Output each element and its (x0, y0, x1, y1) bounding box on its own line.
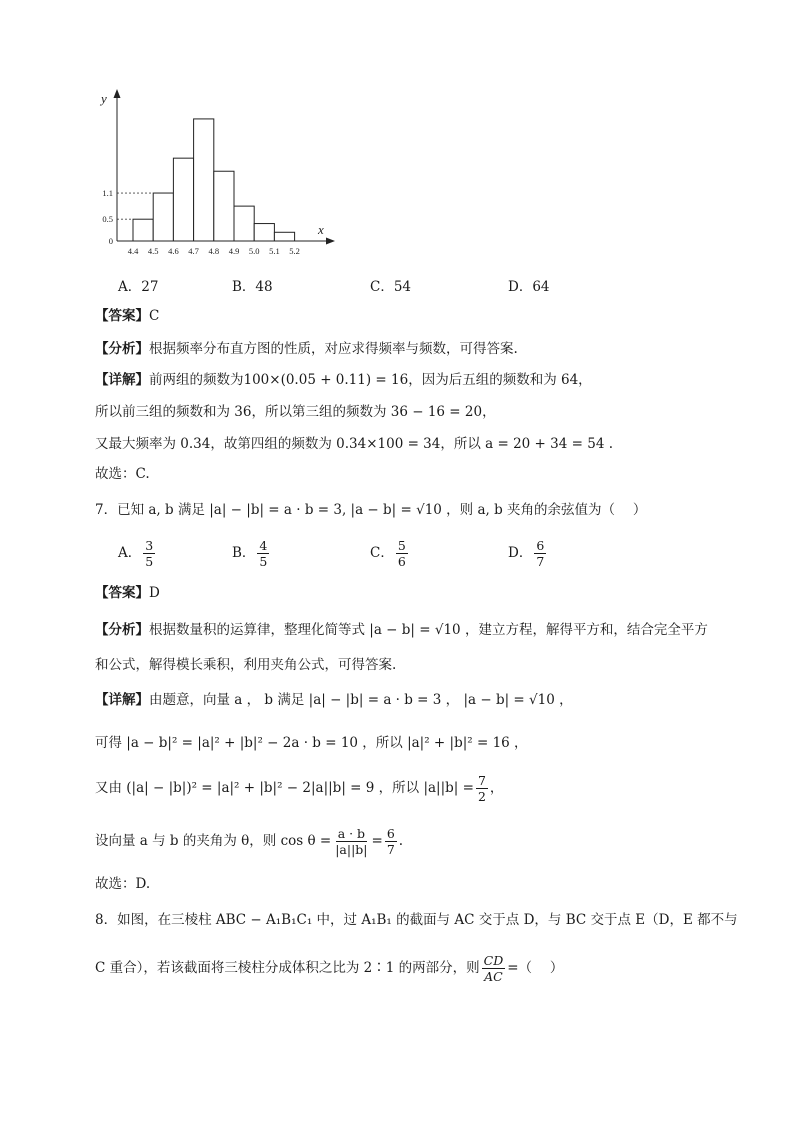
stem-text: =（ ） (507, 960, 564, 976)
analysis-text: 根据频率分布直方图的性质，对应求得频率与频数，可得答案. (149, 341, 518, 357)
y-tick-label: 1.1 (102, 188, 113, 199)
detail-tag: 【详解】 (95, 372, 149, 388)
detail-text: 前两组的频数为100×(0.05 + 0.11) = 16，因为后五组的频数和为 64， (149, 372, 592, 388)
q7-answer-line (95, 583, 160, 603)
histogram-bar (234, 206, 254, 241)
histogram-bar (173, 158, 193, 241)
q6-conclusion: 故选：C. (95, 466, 150, 482)
option-label: A． (118, 545, 142, 561)
histogram-bar (274, 232, 294, 241)
denominator: AC (484, 969, 503, 984)
option-fraction (143, 538, 155, 569)
q6-answer-line (95, 306, 159, 326)
fraction (333, 826, 369, 857)
equals-sign: = (371, 833, 383, 849)
option-fraction (257, 538, 269, 569)
answer-tag: 【答案】 (95, 585, 149, 601)
fraction (482, 953, 506, 984)
detail-text: 又由 (|a| − |b|)² = |a|² + |b|² − 2|a||b| = 9 ，所以 |a||b| = (95, 780, 474, 796)
answer-value: C (149, 308, 160, 324)
answer-value: D (149, 585, 160, 601)
q6-option-c: C．54 (370, 279, 412, 295)
y-axis-arrow (114, 89, 121, 98)
q7-option-a (118, 538, 157, 569)
numerator: 4 (259, 538, 268, 553)
numerator: 3 (145, 538, 154, 553)
histogram-chart (95, 85, 345, 260)
detail-text: 由题意，向量 a ， b 满足 |a| − |b| = a · b = 3 ， |a − b| = √10 ， (149, 692, 573, 708)
detail-text: . (398, 833, 404, 849)
y-tick-label: 0 (108, 236, 113, 246)
histogram-bar (194, 119, 214, 241)
histogram-bar (254, 224, 274, 241)
q6-option-a: A．27 (118, 279, 159, 295)
q6-analysis-line (95, 339, 518, 359)
x-tick-label: 5.2 (289, 246, 300, 256)
denominator: 6 (397, 554, 406, 569)
q7-analysis-line-1 (95, 620, 708, 640)
option-label: D． (508, 545, 533, 561)
y-axis-label: y (101, 91, 107, 106)
x-tick-label: 4.9 (228, 246, 240, 256)
q6-option-d: D．64 (508, 279, 550, 295)
q7-detail-line-3 (95, 773, 503, 804)
denominator: 5 (145, 554, 154, 569)
numerator: 7 (477, 773, 486, 788)
histogram-bar (214, 171, 234, 241)
x-tick-label: 4.7 (188, 246, 199, 256)
x-tick-label: 4.6 (168, 246, 179, 256)
option-label: B． (232, 545, 256, 561)
x-axis-label: x (318, 222, 324, 237)
q6-detail-line-2: 所以前三组的频数和为 36，所以第三组的频数为 36 − 16 = 20， (95, 404, 496, 420)
numerator: a · b (337, 826, 366, 841)
x-axis-arrow (326, 238, 335, 245)
q7-stem: 7．已知 a, b 满足 |a| − |b| = a · b = 3, |a − b| = √10 ，则 a, b 夹角的余弦值为（ ） (95, 502, 647, 518)
q7-detail-line-2: 可得 |a − b|² = |a|² + |b|² − 2a · b = 10 ，所以 |a|² + |b|² = 16 ， (95, 735, 528, 751)
numerator: 5 (397, 538, 406, 553)
analysis-text: 根据数量积的运算律，整理化简等式 |a − b| = √10 ，建立方程，解得平方和，结合完全平方 (149, 622, 708, 638)
q7-option-d (508, 538, 548, 569)
x-tick-label: 5.0 (248, 246, 260, 256)
x-tick-label: 5.1 (269, 246, 280, 256)
q6-detail-line-3: 又最大频率为 0.34，故第四组的频数为 0.34×100 = 34，所以 a = 20 + 34 = 54 . (95, 436, 613, 452)
option-fraction (396, 538, 408, 569)
denominator: |a||b| (335, 842, 368, 857)
q7-conclusion: 故选：D. (95, 876, 151, 892)
q8-stem-line-2 (95, 953, 563, 984)
denominator: 7 (536, 554, 545, 569)
analysis-tag: 【分析】 (95, 341, 149, 357)
detail-tag: 【详解】 (95, 692, 149, 708)
y-tick-label: 0.5 (102, 214, 113, 225)
numerator: 6 (386, 826, 395, 841)
x-tick-label: 4.4 (127, 246, 139, 256)
q7-detail-line-1 (95, 690, 573, 710)
q7-option-c (370, 538, 410, 569)
q7-detail-line-4 (95, 826, 403, 857)
q6-detail-line-1 (95, 370, 592, 390)
denominator: 5 (259, 554, 268, 569)
numerator: 6 (536, 538, 545, 553)
fraction (476, 773, 488, 804)
q7-option-b (232, 538, 271, 569)
analysis-tag: 【分析】 (95, 622, 149, 638)
histogram-bar (153, 193, 173, 241)
q8-stem-line-1: 8．如图，在三棱柱 ABC − A₁B₁C₁ 中，过 A₁B₁ 的截面与 AC 交于点 D，与 BC 交于点 E（D，E 都不与 (95, 912, 738, 928)
numerator: CD (483, 953, 504, 968)
stem-text: C 重合），若该截面将三棱柱分成体积之比为 2∶1 的两部分，则 (95, 960, 480, 976)
q6-option-b: B．48 (232, 279, 273, 295)
answer-tag: 【答案】 (95, 308, 149, 324)
x-tick-label: 4.5 (147, 246, 159, 256)
fraction (385, 826, 397, 857)
q7-analysis-line-2: 和公式，解得模长乘积，利用夹角公式，可得答案. (95, 657, 397, 673)
detail-text: 设向量 a 与 b 的夹角为 θ，则 cos θ = (95, 833, 332, 849)
histogram-bar (133, 219, 153, 241)
x-tick-label: 4.8 (208, 246, 220, 256)
denominator: 7 (386, 842, 395, 857)
option-label: C． (370, 545, 394, 561)
option-fraction (534, 538, 546, 569)
denominator: 2 (477, 789, 486, 804)
detail-text: ， (489, 780, 504, 796)
